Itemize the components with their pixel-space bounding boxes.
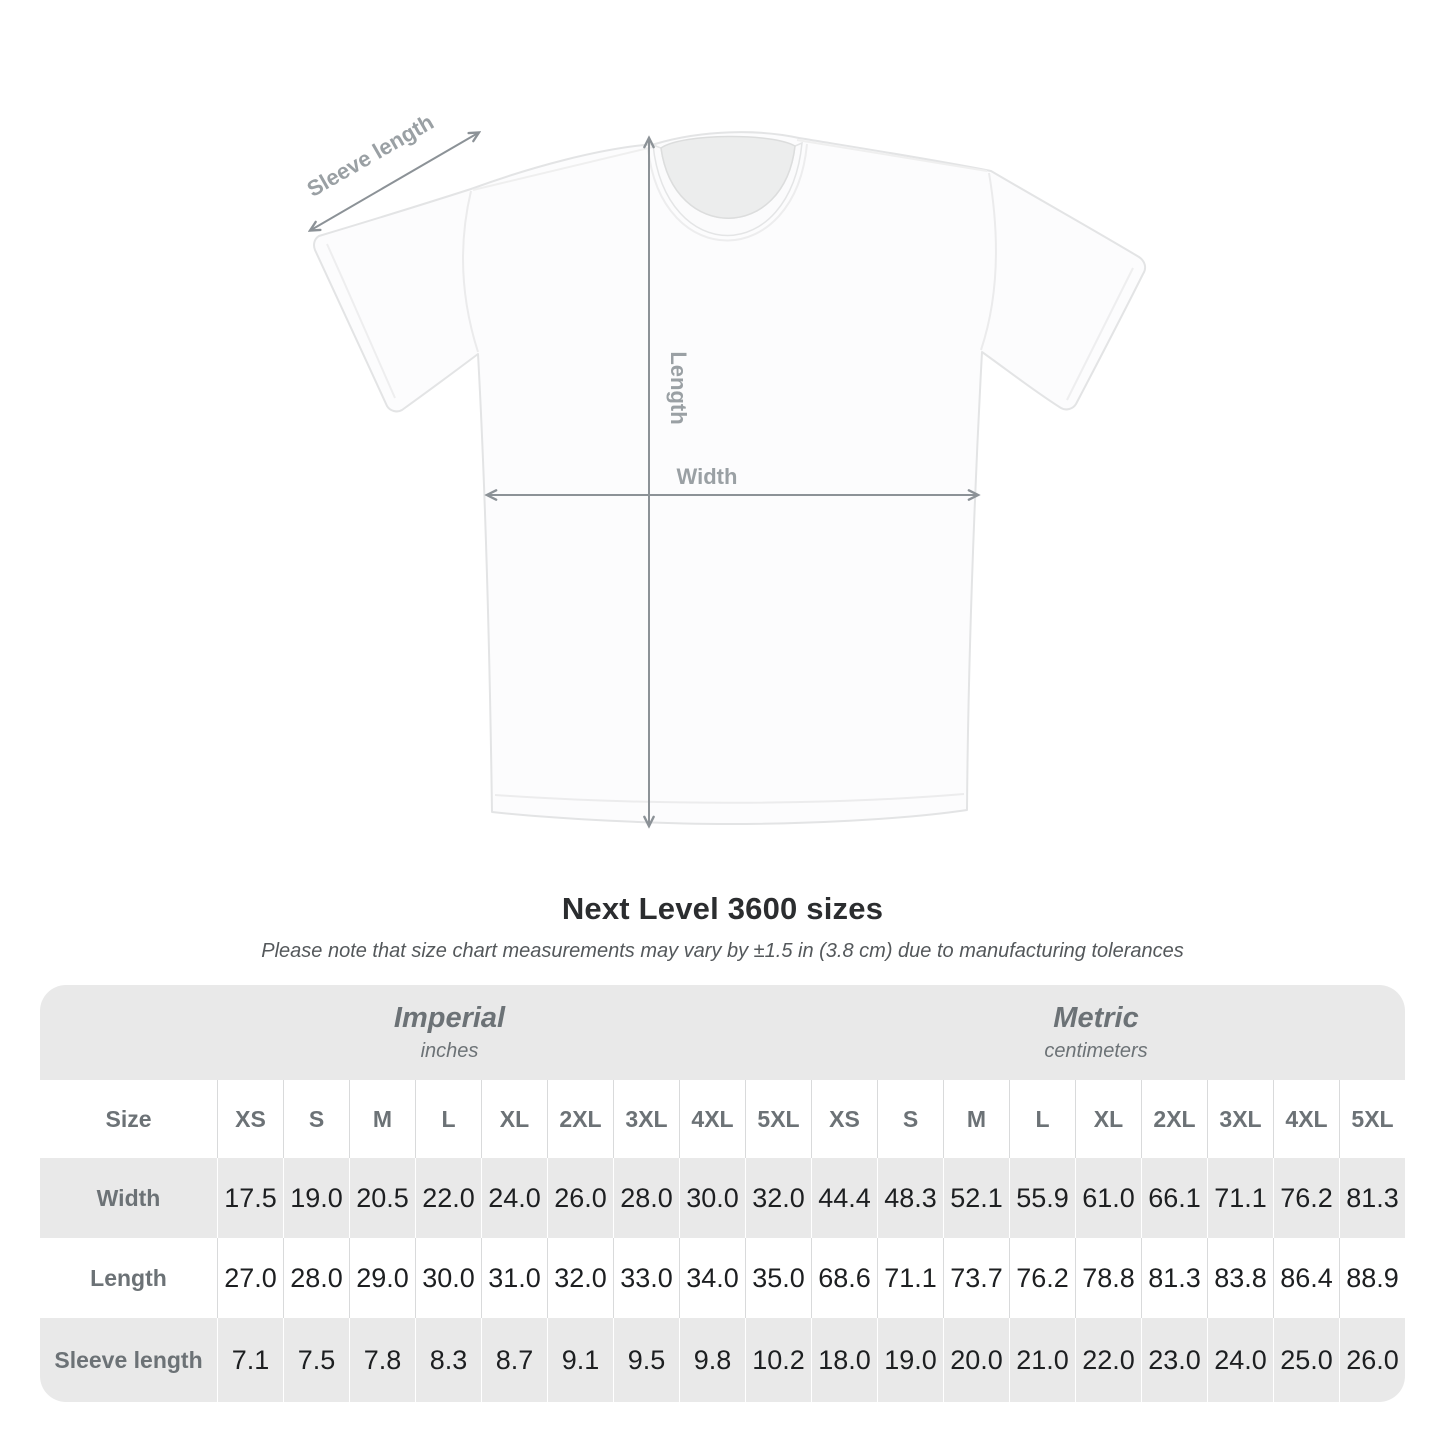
measurement-cell: 18.0 [811, 1318, 877, 1402]
measurement-cell: 78.8 [1075, 1238, 1141, 1318]
row-label: Length [40, 1238, 217, 1318]
imperial-band [40, 985, 811, 1080]
size-column-header: Size [40, 1080, 217, 1158]
table-row [40, 1318, 1405, 1402]
measurement-cell: 19.0 [877, 1318, 943, 1402]
size-col-header: XL [1075, 1080, 1141, 1158]
measurement-cell: 7.1 [217, 1318, 283, 1402]
measurement-cell: 32.0 [547, 1238, 613, 1318]
measurement-cell: 61.0 [1075, 1158, 1141, 1238]
measurement-cell: 9.5 [613, 1318, 679, 1402]
measurement-cell: 55.9 [1009, 1158, 1075, 1238]
measurement-cell: 20.0 [943, 1318, 1009, 1402]
measurement-cell: 30.0 [415, 1238, 481, 1318]
measurement-cell: 8.3 [415, 1318, 481, 1402]
measurement-cell: 86.4 [1273, 1238, 1339, 1318]
measurement-cell: 30.0 [679, 1158, 745, 1238]
size-col-header: 3XL [1207, 1080, 1273, 1158]
table-row [40, 1238, 1405, 1318]
measurement-cell: 76.2 [1273, 1158, 1339, 1238]
size-col-header: 5XL [1339, 1080, 1405, 1158]
measurement-cell: 28.0 [613, 1158, 679, 1238]
size-col-header: L [1009, 1080, 1075, 1158]
measurement-cell: 44.4 [811, 1158, 877, 1238]
measurement-cell: 21.0 [1009, 1318, 1075, 1402]
measurement-cell: 52.1 [943, 1158, 1009, 1238]
metric-sublabel: centimeters [1044, 1040, 1148, 1062]
size-col-header: 4XL [679, 1080, 745, 1158]
size-col-header: L [415, 1080, 481, 1158]
size-col-header: S [283, 1080, 349, 1158]
measurement-cell: 71.1 [877, 1238, 943, 1318]
measurement-cell: 19.0 [283, 1158, 349, 1238]
unit-band-row [40, 985, 1405, 1080]
size-col-header: M [349, 1080, 415, 1158]
measurement-cell: 66.1 [1141, 1158, 1207, 1238]
measurement-cell: 29.0 [349, 1238, 415, 1318]
measurement-cell: 81.3 [1141, 1238, 1207, 1318]
measurement-cell: 20.5 [349, 1158, 415, 1238]
size-col-header: 4XL [1273, 1080, 1339, 1158]
measurement-cell: 9.8 [679, 1318, 745, 1402]
measurement-cell: 28.0 [283, 1238, 349, 1318]
imperial-label: Imperial [393, 1002, 506, 1034]
measurement-cell: 25.0 [1273, 1318, 1339, 1402]
measurement-cell: 33.0 [613, 1238, 679, 1318]
measurement-cell: 8.7 [481, 1318, 547, 1402]
measurement-cell: 48.3 [877, 1158, 943, 1238]
measurement-cell: 26.0 [1339, 1318, 1405, 1402]
measurement-cell: 7.5 [283, 1318, 349, 1402]
size-col-header: M [943, 1080, 1009, 1158]
measurement-cell: 81.3 [1339, 1158, 1405, 1238]
length-label: Length [666, 351, 691, 425]
measurement-cell: 24.0 [1207, 1318, 1273, 1402]
measurement-cell: 7.8 [349, 1318, 415, 1402]
size-table-grid [40, 985, 1405, 1402]
size-col-header: XS [811, 1080, 877, 1158]
measurement-cell: 71.1 [1207, 1158, 1273, 1238]
measurement-cell: 10.2 [745, 1318, 811, 1402]
size-col-header: 5XL [745, 1080, 811, 1158]
sleeve-length-label: Sleeve length [302, 109, 438, 202]
imperial-sublabel: inches [420, 1040, 479, 1062]
metric-band [811, 985, 1405, 1080]
measurement-cell: 26.0 [547, 1158, 613, 1238]
measurement-cell: 27.0 [217, 1238, 283, 1318]
size-col-header: 2XL [1141, 1080, 1207, 1158]
measurement-cell: 76.2 [1009, 1238, 1075, 1318]
measurement-cell: 23.0 [1141, 1318, 1207, 1402]
tolerance-note: Please note that size chart measurements may vary by ±1.5 in (3.8 cm) due to manufacturing tolerances [261, 940, 1184, 962]
measurement-cell: 22.0 [415, 1158, 481, 1238]
measurement-cell: 88.9 [1339, 1238, 1405, 1318]
measurement-cell: 73.7 [943, 1238, 1009, 1318]
row-label: Sleeve length [40, 1318, 217, 1402]
metric-label: Metric [1053, 1002, 1139, 1034]
row-label: Width [40, 1158, 217, 1238]
size-col-header: XS [217, 1080, 283, 1158]
size-col-header: 3XL [613, 1080, 679, 1158]
measurement-cell: 24.0 [481, 1158, 547, 1238]
measurement-cell: 22.0 [1075, 1318, 1141, 1402]
size-col-header: 2XL [547, 1080, 613, 1158]
size-table [40, 985, 1405, 1402]
measurement-cell: 32.0 [745, 1158, 811, 1238]
size-col-header: XL [481, 1080, 547, 1158]
measurement-cell: 34.0 [679, 1238, 745, 1318]
size-col-header: S [877, 1080, 943, 1158]
measurement-cell: 68.6 [811, 1238, 877, 1318]
measurement-cell: 17.5 [217, 1158, 283, 1238]
size-header-row [40, 1080, 1405, 1158]
measurement-cell: 9.1 [547, 1318, 613, 1402]
measurement-rows [40, 1158, 1405, 1402]
width-label: Width [676, 464, 738, 489]
measurement-cell: 35.0 [745, 1238, 811, 1318]
measurement-cell: 31.0 [481, 1238, 547, 1318]
table-row [40, 1158, 1405, 1238]
measurement-cell: 83.8 [1207, 1238, 1273, 1318]
page-title: Next Level 3600 sizes [561, 891, 884, 926]
